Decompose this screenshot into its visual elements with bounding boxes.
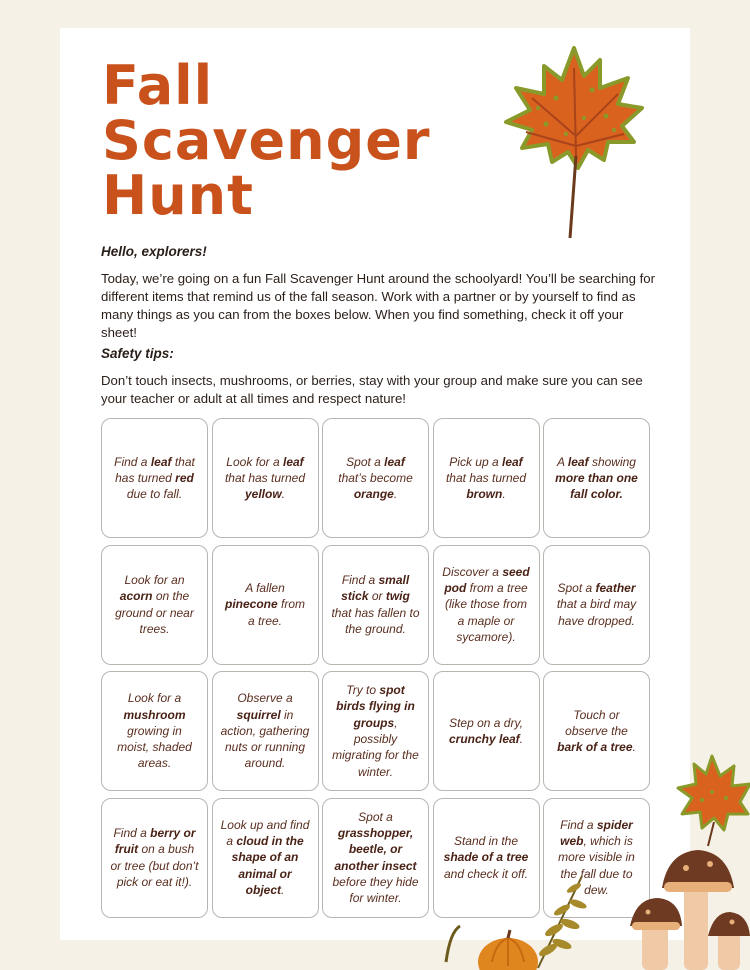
hunt-item-box[interactable]	[101, 418, 208, 538]
hunt-item-phrase: A fallen	[245, 581, 285, 596]
hunt-item-text	[552, 580, 641, 629]
hunt-item-text	[221, 580, 310, 629]
greeting: Hello, explorers!	[101, 244, 207, 259]
intro-paragraph: Today, we’re going on a fun Fall Scavenger Hunt around the schoolyard! You’ll be searching for different items that remind us of the fall season. Work with a partner or by yourself to find as many things as you can from the boxes below. When you find something, check it off your sheet!	[101, 271, 655, 340]
hunt-item-phrase: .	[281, 487, 286, 502]
hunt-item-text	[442, 454, 531, 503]
hunt-item-keyword: leaf	[384, 454, 405, 469]
hunt-item-keyword: cloud in the shape of an animal or object	[231, 834, 304, 897]
hunt-item-text	[442, 564, 531, 645]
hunt-item-phrase: Look up and find a	[220, 817, 310, 849]
hunt-item-box[interactable]	[322, 671, 429, 791]
hunt-item-phrase: Stand in the	[453, 834, 519, 849]
hunt-item-phrase: Touch or observe the	[565, 707, 628, 738]
title-line-3: Hunt	[102, 164, 254, 227]
hunt-item-text	[331, 682, 420, 780]
hunt-item-phrase: Spot a	[346, 454, 385, 469]
hunt-item-phrase: that has turned	[445, 470, 527, 485]
hunt-item-text	[110, 454, 199, 503]
title-line-2: Scavenger	[102, 109, 431, 172]
hunt-item-keyword: red	[175, 470, 194, 485]
small-leaf-icon	[672, 748, 750, 848]
hunt-item-text	[331, 809, 420, 907]
hunt-item-text	[110, 572, 199, 637]
hunt-item-phrase: Pick up a	[449, 454, 502, 469]
hunt-item-phrase: , which is more visible in the fall due to dew.	[558, 834, 635, 897]
hunt-item-phrase: from a tree (like those from a maple or sycamore).	[444, 581, 528, 644]
hunt-item-keyword: crunchy leaf	[448, 732, 520, 746]
hunt-item-phrase: or	[368, 589, 386, 604]
hunt-item-keyword: spider web	[560, 817, 633, 849]
hunt-item-phrase: Find a	[341, 572, 379, 587]
hunt-item-box[interactable]	[212, 798, 319, 918]
hunt-item-text	[331, 572, 420, 637]
hunt-item-keyword: squirrel	[236, 707, 281, 722]
hunt-item-keyword: bark of a tree	[557, 740, 633, 755]
safety-heading: Safety tips:	[101, 346, 174, 361]
hunt-item-phrase: Find a	[113, 825, 151, 840]
hunt-item-keyword: leaf	[150, 454, 172, 469]
hunt-item-phrase: , possibly migrating for the winter.	[332, 715, 419, 779]
hunt-item-box[interactable]	[543, 545, 650, 665]
hunt-item-keyword: feather	[595, 581, 636, 596]
hunt-item-box[interactable]	[322, 545, 429, 665]
page-title	[102, 54, 431, 227]
hunt-item-phrase: that has fallen to the ground.	[331, 605, 420, 636]
hunt-item-text	[110, 690, 199, 771]
hunt-item-box[interactable]	[433, 798, 540, 918]
hunt-item-keyword: brown	[466, 487, 503, 502]
hunt-item-text	[331, 454, 420, 503]
hunt-item-box[interactable]	[212, 545, 319, 665]
safety-paragraph: Don’t touch insects, mushrooms, or berries, stay with your group and make sure you can see your teacher or adult at all times and respect nature!	[101, 373, 643, 406]
hunt-item-box[interactable]	[101, 545, 208, 665]
pumpkin-icon	[440, 922, 550, 970]
hunt-item-text	[221, 454, 310, 503]
hunt-item-box[interactable]	[543, 671, 650, 791]
hunt-item-phrase: Find a	[560, 817, 597, 832]
hunt-item-keyword: leaf	[502, 454, 523, 469]
hunt-item-keyword: acorn	[119, 589, 153, 604]
hunt-item-keyword: grasshopper, beetle, or another insect	[334, 825, 417, 873]
hunt-item-keyword: small stick	[341, 572, 410, 604]
hunt-item-box[interactable]	[433, 418, 540, 538]
hunt-item-phrase: A	[557, 454, 568, 469]
title-line-1: Fall	[102, 54, 214, 117]
hunt-item-phrase: Discover a	[442, 564, 503, 579]
hunt-item-keyword: leaf	[283, 454, 304, 469]
hunt-item-phrase: before they hide for winter.	[332, 874, 419, 906]
hunt-item-phrase: from a tree.	[247, 597, 306, 628]
hunt-item-keyword: twig	[385, 589, 410, 604]
hunt-item-box[interactable]	[212, 671, 319, 791]
hunt-item-phrase: growing in moist, shaded areas.	[117, 723, 192, 771]
scavenger-grid	[101, 418, 650, 918]
hunt-item-phrase: in action, gathering nuts or running around.	[220, 707, 310, 771]
hunt-item-keyword: mushroom	[123, 707, 186, 722]
hunt-item-phrase: Look for a	[127, 691, 182, 706]
hunt-item-phrase: .	[519, 732, 524, 746]
mushroom-icon	[628, 846, 750, 970]
hunt-item-keyword: yellow	[244, 487, 282, 502]
hunt-item-phrase: showing	[588, 454, 636, 469]
hunt-item-phrase: Find a	[114, 454, 151, 469]
hunt-item-phrase: .	[502, 487, 506, 502]
maple-leaf-icon	[496, 38, 646, 243]
hunt-item-phrase: that a bird may have dropped.	[556, 597, 637, 628]
hunt-item-phrase: .	[281, 882, 285, 897]
hunt-item-keyword: seed pod	[444, 564, 530, 596]
hunt-item-phrase: Spot a	[557, 581, 596, 596]
hunt-item-box[interactable]	[433, 671, 540, 791]
hunt-item-keyword: berry or fruit	[114, 825, 196, 857]
hunt-item-keyword: more than one fall color.	[555, 470, 638, 502]
hunt-item-text	[552, 707, 641, 756]
hunt-item-phrase: .	[393, 487, 398, 502]
hunt-item-phrase: that has turned	[224, 470, 306, 485]
hunt-item-box[interactable]	[101, 798, 208, 918]
hunt-item-text	[221, 690, 310, 771]
hunt-item-box[interactable]	[322, 798, 429, 918]
hunt-item-box[interactable]	[543, 418, 650, 538]
hunt-item-box[interactable]	[322, 418, 429, 538]
hunt-item-keyword: shade of a tree	[443, 850, 529, 865]
hunt-item-phrase: Observe a	[237, 691, 293, 706]
hunt-item-keyword: leaf	[567, 454, 589, 469]
hunt-item-phrase: Spot a	[358, 809, 393, 824]
hunt-item-keyword: pinecone	[224, 597, 278, 612]
hunt-item-phrase: Step on a dry,	[449, 715, 523, 730]
hunt-item-box[interactable]	[212, 418, 319, 538]
hunt-item-phrase: Try to	[346, 683, 380, 698]
hunt-item-phrase: and check it off.	[443, 866, 529, 881]
hunt-item-phrase: on the ground or near trees.	[115, 589, 194, 636]
hunt-item-phrase: on a bush or tree (but don’t pick or eat it!).	[110, 842, 199, 889]
hunt-item-phrase: .	[632, 740, 636, 755]
hunt-item-text	[552, 454, 641, 503]
hunt-item-phrase: that has turned	[115, 454, 195, 485]
hunt-item-text	[442, 833, 531, 882]
hunt-item-text	[221, 817, 310, 898]
hunt-item-text	[442, 715, 531, 748]
hunt-item-box[interactable]	[433, 545, 540, 665]
hunt-item-phrase: Look for a	[226, 454, 283, 469]
hunt-item-phrase: Look for an	[124, 572, 185, 587]
hunt-item-phrase: that’s become	[338, 470, 413, 485]
hunt-item-box[interactable]	[101, 671, 208, 791]
hunt-item-keyword: spot birds flying in groups	[336, 683, 415, 730]
hunt-item-text	[110, 825, 199, 890]
hunt-item-keyword: orange	[353, 487, 394, 502]
hunt-item-phrase: due to fall.	[126, 487, 183, 502]
